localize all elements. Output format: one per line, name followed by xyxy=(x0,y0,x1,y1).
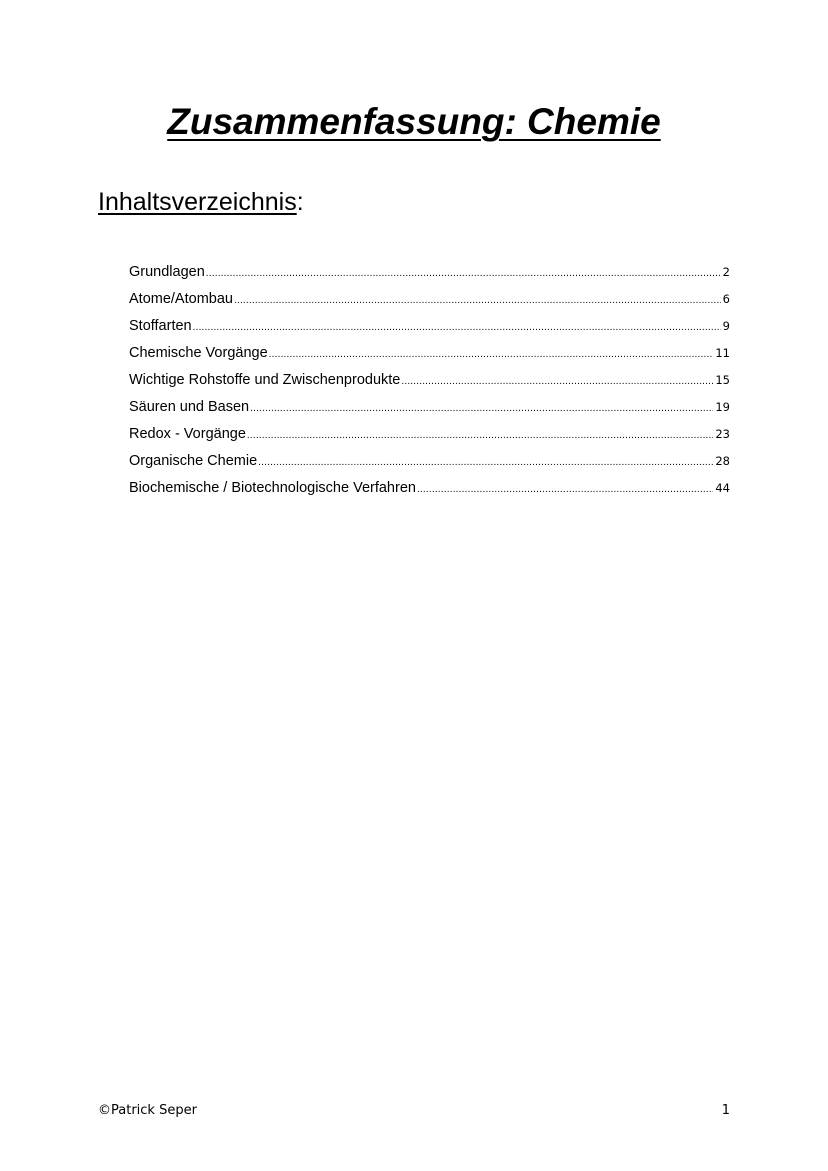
toc-entry[interactable] xyxy=(129,396,730,423)
toc-entry-page: 19 xyxy=(715,400,730,414)
toc-dot-leader xyxy=(269,344,714,366)
document-title: Zusammenfassung: Chemie xyxy=(167,101,661,142)
toc-entry[interactable] xyxy=(129,315,730,342)
toc-entry-label: Biochemische / Biotechnologische Verfahren xyxy=(129,480,416,496)
toc-entry-page: 44 xyxy=(715,481,730,495)
toc-entry[interactable] xyxy=(129,288,730,315)
toc-entry-label: Atome/Atombau xyxy=(129,291,233,307)
toc-entry-label: Wichtige Rohstoffe und Zwischenprodukte xyxy=(129,372,401,388)
table-of-contents xyxy=(129,261,730,504)
toc-dot-leader xyxy=(247,425,713,447)
toc-entry-page: 23 xyxy=(715,427,730,441)
toc-heading-colon: : xyxy=(296,188,304,216)
toc-entry-label: Stoffarten xyxy=(129,318,192,334)
toc-entry-label: Säuren und Basen xyxy=(129,399,250,415)
page-footer xyxy=(98,1102,730,1120)
toc-entry-page: 9 xyxy=(722,319,730,333)
toc-entry[interactable] xyxy=(129,423,730,450)
toc-entry-page: 11 xyxy=(715,346,730,360)
toc-entry[interactable] xyxy=(129,342,730,369)
toc-entry-label: Chemische Vorgänge xyxy=(129,345,268,361)
toc-entry[interactable] xyxy=(129,477,730,504)
toc-entry[interactable] xyxy=(129,261,730,288)
footer-author: ©Patrick Seper xyxy=(98,1103,197,1118)
toc-entry[interactable] xyxy=(129,369,730,396)
toc-entry-label: Organische Chemie xyxy=(129,453,258,469)
toc-dot-leader xyxy=(258,452,713,474)
toc-dot-leader xyxy=(234,290,721,312)
toc-dot-leader xyxy=(401,371,713,393)
footer-page-number: 1 xyxy=(721,1103,730,1118)
toc-dot-leader xyxy=(193,317,721,339)
toc-entry-label: Redox - Vorgänge xyxy=(129,426,246,442)
toc-entry-page: 15 xyxy=(715,373,730,387)
toc-heading xyxy=(98,186,304,218)
toc-dot-leader xyxy=(250,398,713,420)
toc-heading-text: Inhaltsverzeichnis xyxy=(98,188,297,216)
toc-entry[interactable] xyxy=(129,450,730,477)
toc-entry-label: Grundlagen xyxy=(129,264,205,280)
toc-dot-leader xyxy=(417,479,713,501)
toc-dot-leader xyxy=(206,263,721,285)
toc-entry-page: 2 xyxy=(722,265,730,279)
toc-entry-page: 28 xyxy=(715,454,730,468)
toc-entry-page: 6 xyxy=(722,292,730,306)
